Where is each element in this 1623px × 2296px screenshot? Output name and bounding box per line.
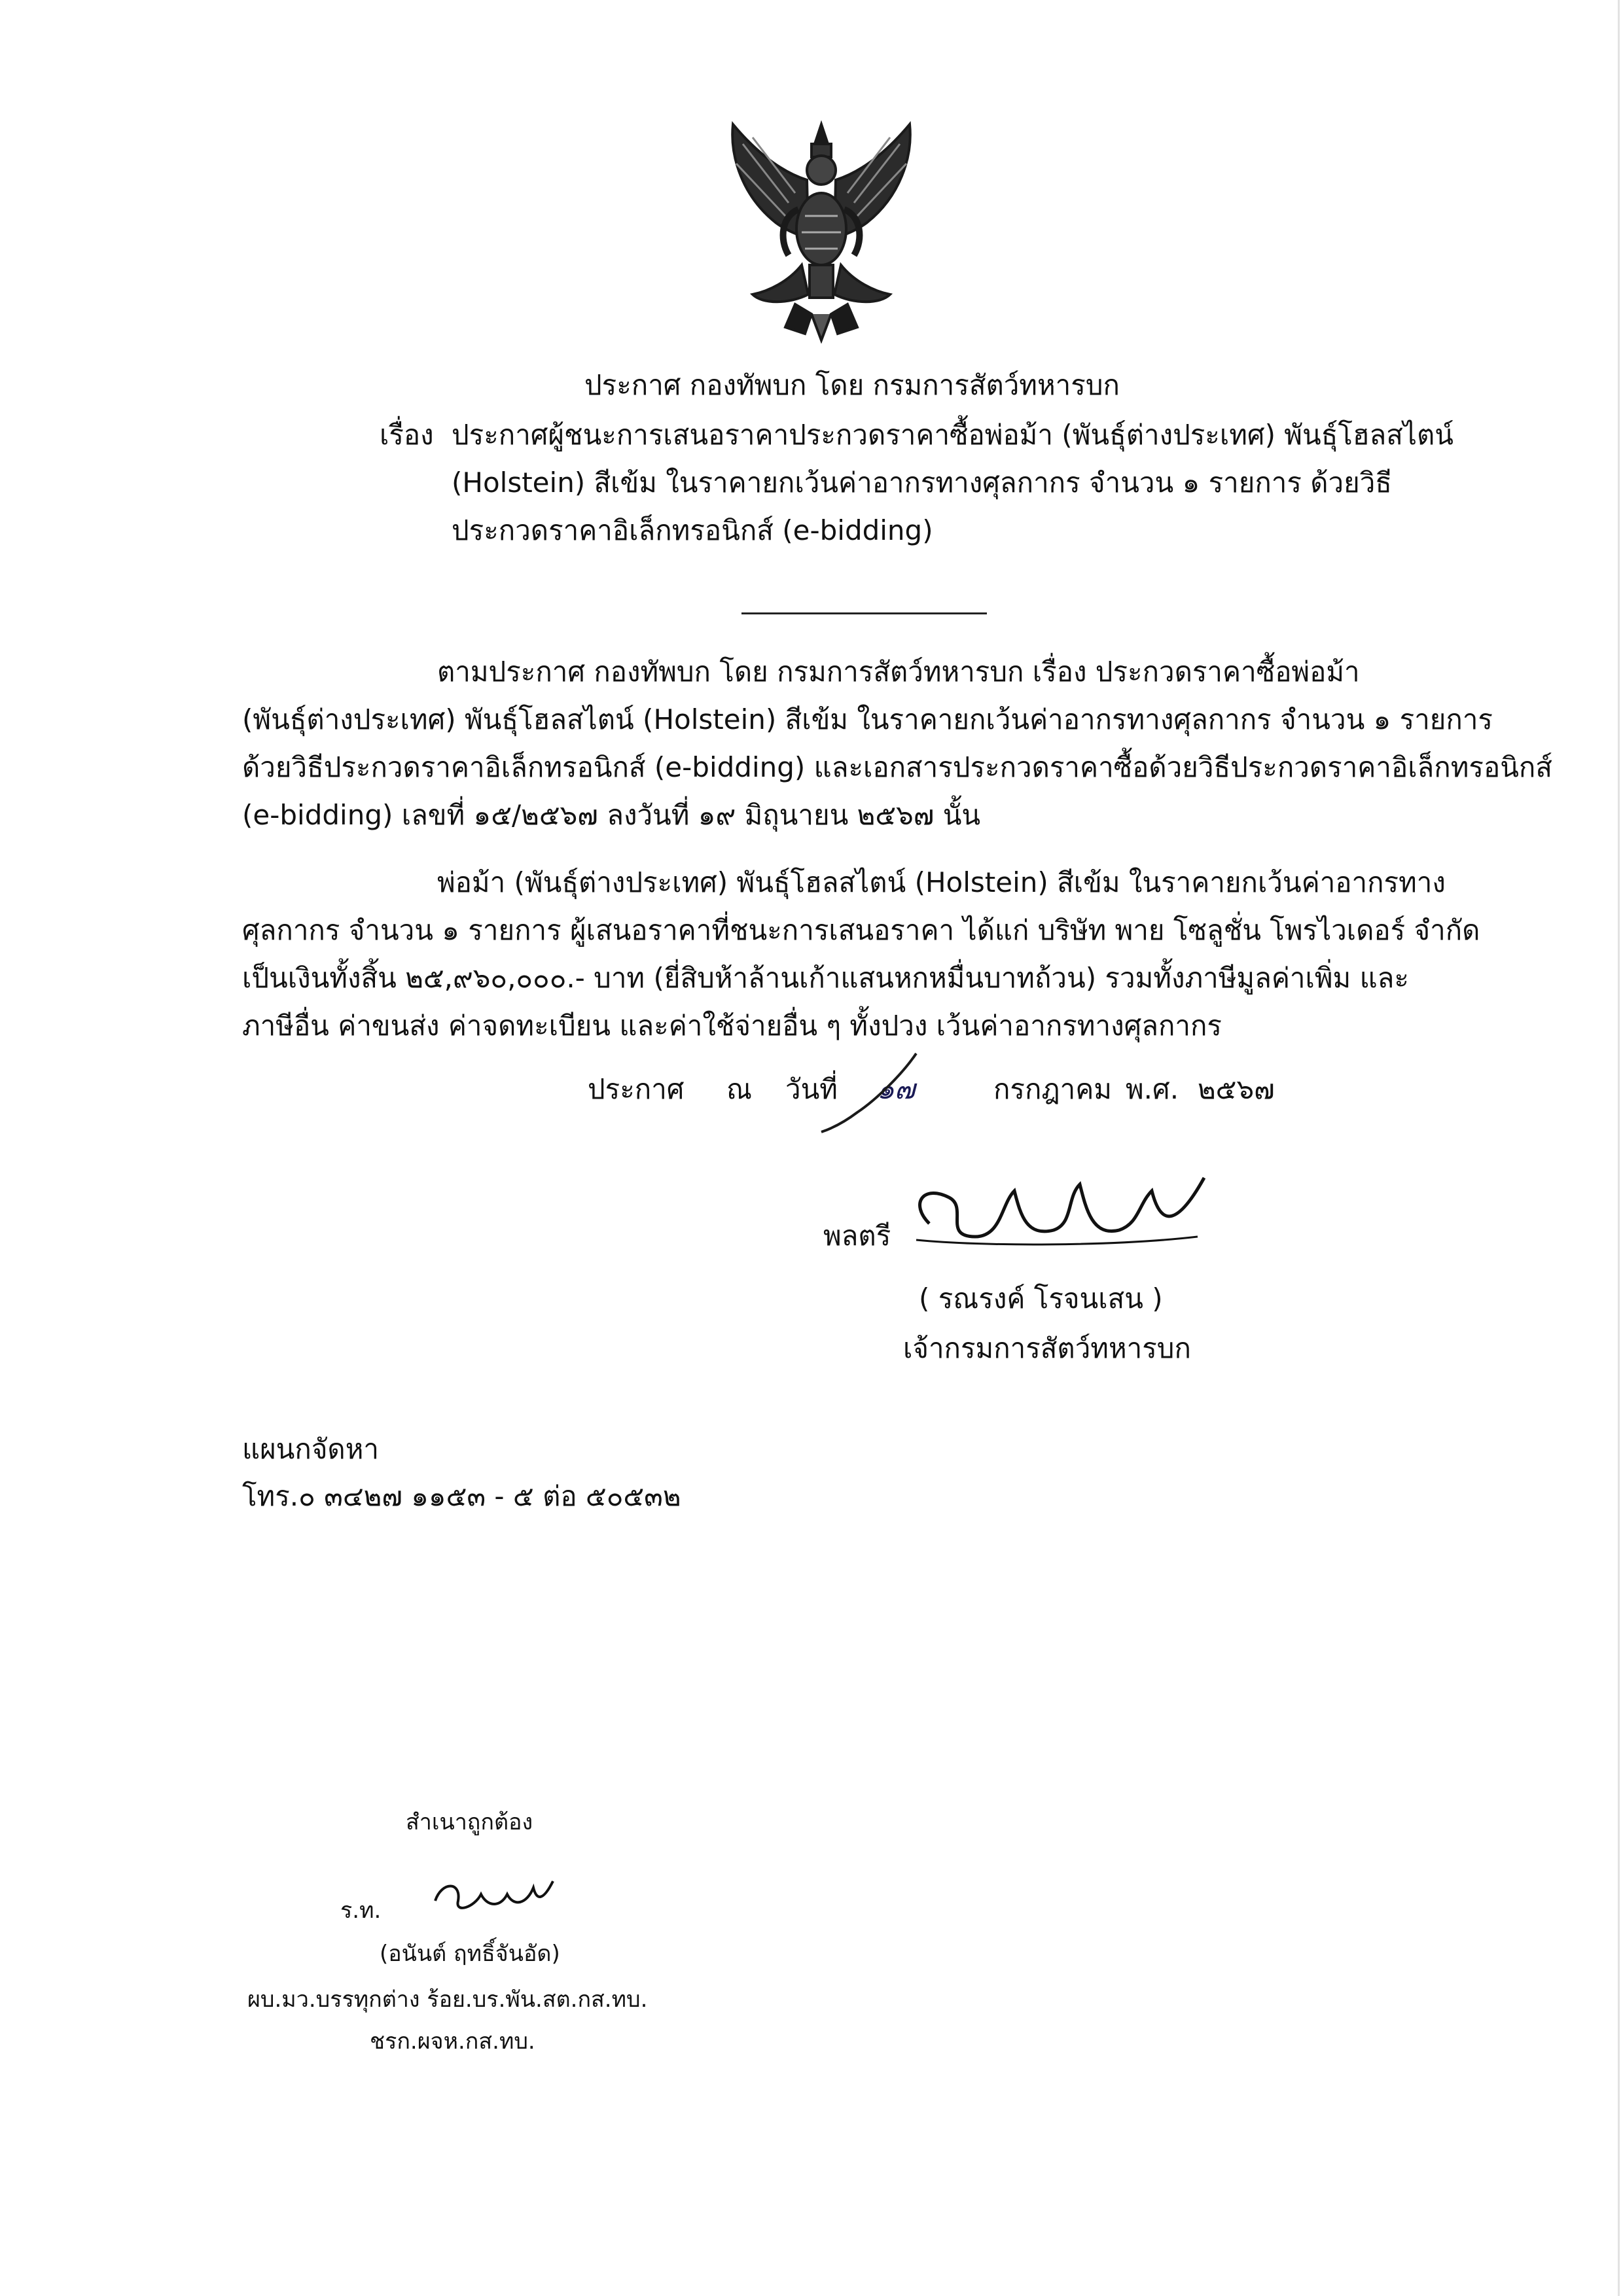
date-announced-label: ประกาศ: [588, 1073, 685, 1105]
paragraph-line: ศุลกากร จำนวน ๑ รายการ ผู้เสนอราคาที่ชนะการเสนอราคา ได้แก่ บริษัท พาย โซลูชั่น โพรไวเดอร์ จำกัด: [242, 914, 1480, 946]
divider: [741, 612, 987, 614]
date-year: ๒๕๖๗: [1198, 1073, 1275, 1105]
paragraph-line: (e-bidding) เลขที่ ๑๕/๒๕๖๗ ลงวันที่ ๑๙ มิถุนายน ๒๕๖๗ นั้น: [242, 799, 981, 831]
paragraph-line: พ่อม้า (พันธุ์ต่างประเทศ) พันธุ์โฮลสไตน์ (Holstein) สีเข้ม ในราคายกเว้นค่าอากรทาง: [437, 866, 1446, 898]
subject-line: (Holstein) สีเข้ม ในราคายกเว้นค่าอากรทางศุลกากร จำนวน ๑ รายการ ด้วยวิธี: [452, 467, 1392, 499]
department-label: แผนกจัดหา: [242, 1433, 379, 1465]
certifier-position-line2: ชรก.ผจห.กส.ทบ.: [370, 2028, 535, 2055]
scan-edge: [1618, 0, 1620, 2296]
certifier-rank: ร.ท.: [340, 1898, 382, 1924]
signature-icon: [903, 1165, 1217, 1256]
certified-copy-label: สำเนาถูกต้อง: [406, 1809, 533, 1835]
date-month: กรกฎาคม: [993, 1073, 1112, 1105]
phone-number: โทร.๐ ๓๔๒๗ ๑๑๕๓ - ๕ ต่อ ๕๐๕๓๒: [242, 1480, 681, 1512]
signatory-rank: พลตรี: [823, 1220, 891, 1252]
announcement-title: ประกาศ กองทัพบก โดย กรมการสัตว์ทหารบก: [584, 369, 1120, 401]
certifier-name: (อนันต์ ฤทธิ์จันอัด): [380, 1941, 560, 1967]
subject-label: เรื่อง: [380, 419, 434, 451]
date-day-label: วันที่: [785, 1073, 838, 1105]
paragraph-line: ภาษีอื่น ค่าขนส่ง ค่าจดทะเบียน และค่าใช้จ่ายอื่น ๆ ทั้งปวง เว้นค่าอากรทางศุลกากร: [242, 1010, 1222, 1042]
paragraph-line: ด้วยวิธีประกวดราคาอิเล็กทรอนิกส์ (e-bidding) และเอกสารประกวดราคาซื้อด้วยวิธีประกวดราคาอิเล็กทรอนิกส์: [242, 751, 1552, 783]
date-era: พ.ศ.: [1126, 1073, 1179, 1105]
date-at-label: ณ: [726, 1073, 752, 1105]
paragraph-line: (พันธุ์ต่างประเทศ) พันธุ์โฮลสไตน์ (Holstein) สีเข้ม ในราคายกเว้นค่าอากรทางศุลกากร จำนวน ๑ รายการ: [242, 703, 1493, 735]
subject-line: ประกาศผู้ชนะการเสนอราคาประกวดราคาซื้อพ่อม้า (พันธุ์ต่างประเทศ) พันธุ์โฮลสไตน์: [452, 419, 1454, 451]
certifier-position-line1: ผบ.มว.บรรทุกต่าง ร้อย.บร.พัน.สต.กส.ทบ.: [247, 1987, 648, 2013]
garuda-emblem-icon: [723, 118, 919, 344]
date-day-handwritten: ๑๗: [877, 1073, 916, 1105]
certifier-signature-icon: [429, 1868, 560, 1920]
signatory-name: ( รณรงค์ โรจนเสน ): [919, 1282, 1163, 1315]
paragraph-line: ตามประกาศ กองทัพบก โดย กรมการสัตว์ทหารบก เรื่อง ประกวดราคาซื้อพ่อม้า: [437, 656, 1360, 688]
subject-line: ประกวดราคาอิเล็กทรอนิกส์ (e-bidding): [452, 514, 933, 546]
paragraph-line: เป็นเงินทั้งสิ้น ๒๕,๙๖๐,๐๐๐.- บาท (ยี่สิบห้าล้านเก้าแสนหกหมื่นบาทถ้วน) รวมทั้งภาษีมูลค่าเพิ่ม และ: [242, 962, 1409, 994]
signatory-position: เจ้ากรมการสัตว์ทหารบก: [903, 1332, 1191, 1364]
day-handwriting-stroke: [818, 1047, 936, 1139]
